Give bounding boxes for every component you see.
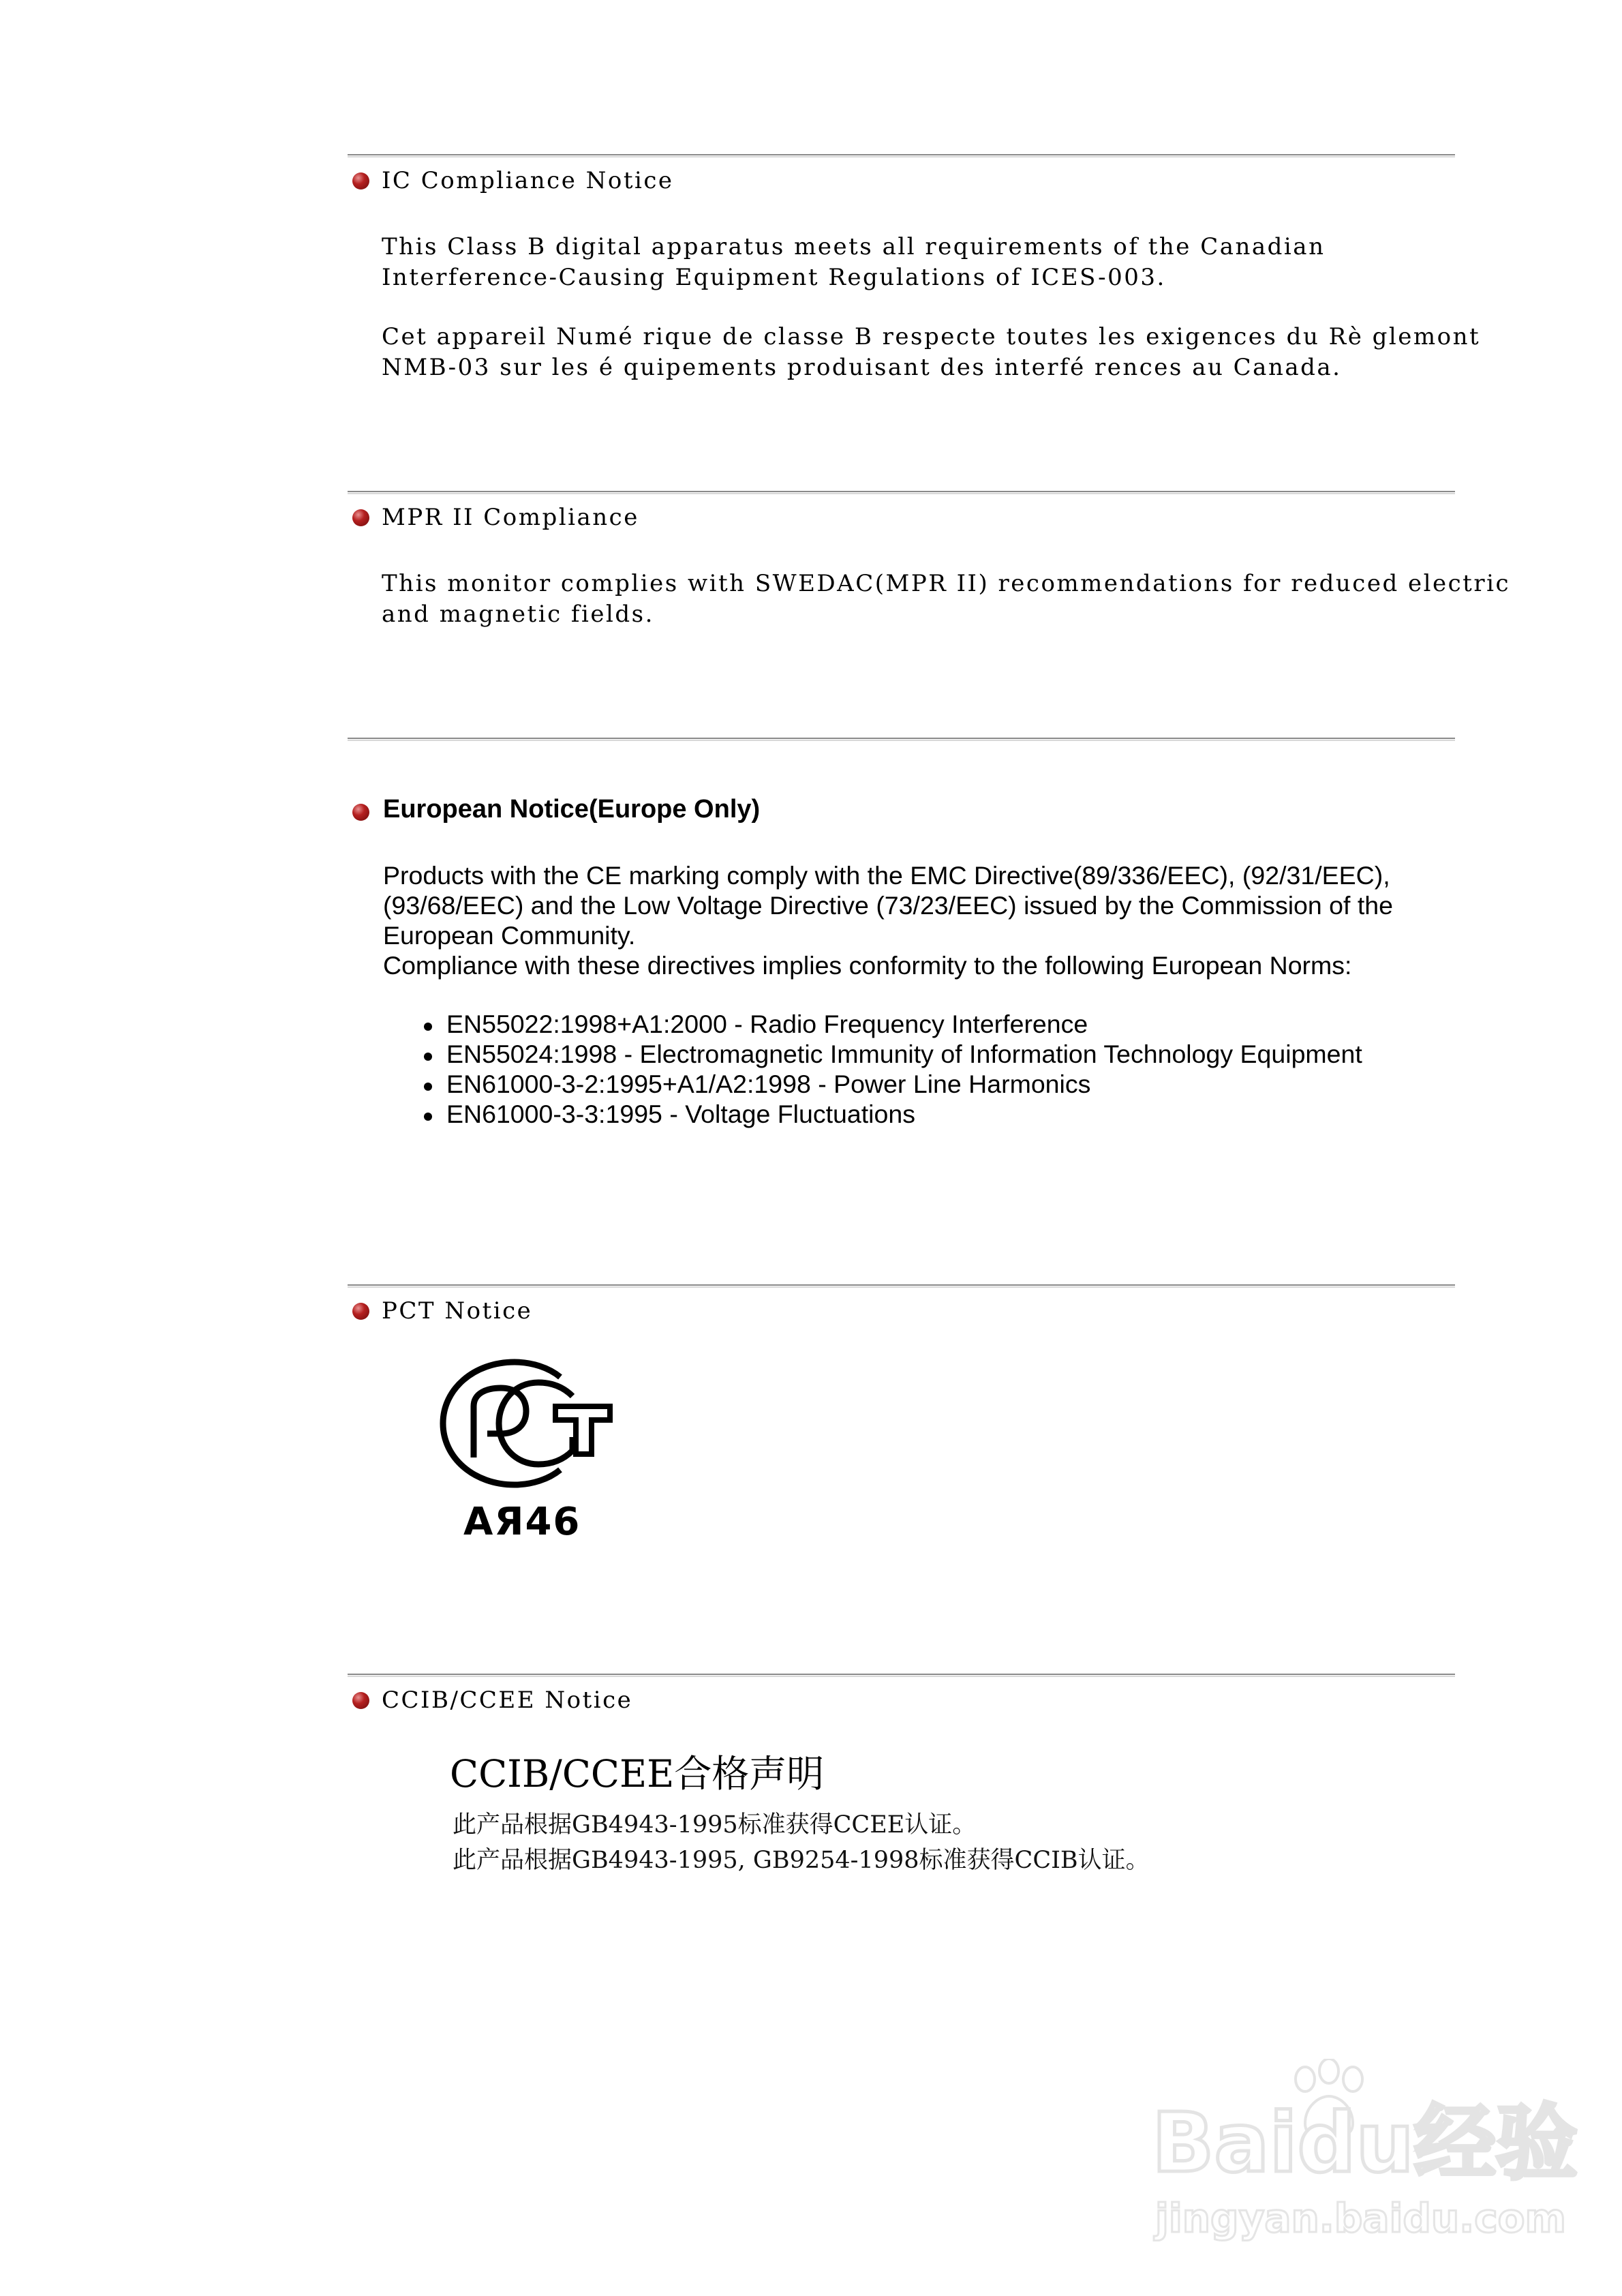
bullet-icon bbox=[352, 509, 369, 526]
ccib-declaration-heading: CCIB/CCEE合格声明 bbox=[450, 1752, 825, 1796]
list-item: EN55024:1998 - Electromagnetic Immunity of Information Technology Equipment bbox=[416, 1039, 1362, 1069]
mpr-line-2: and magnetic fields. bbox=[382, 601, 654, 628]
bullet-icon bbox=[352, 172, 369, 190]
european-notice-body bbox=[383, 860, 1460, 980]
rct-certification-logo-icon bbox=[436, 1355, 620, 1492]
bullet-icon bbox=[352, 804, 369, 821]
ic-line-3: Cet appareil Numé rique de classe B respecte toutes les exigences du Rè glemont bbox=[382, 323, 1481, 350]
mpr-text bbox=[382, 569, 1510, 630]
european-paragraph: Products with the CE marking comply with the EMC Directive(89/336/EEC), (92/31/EEC), (93/68/EEC) and the Low Voltage Directive (73/23/EEC) issued by the Commission of the European Community. bbox=[383, 861, 1394, 950]
european-notice-title: European Notice(Europe Only) bbox=[383, 795, 761, 824]
ccib-notice-title: CCIB/CCEE Notice bbox=[382, 1687, 633, 1714]
pct-notice-title: PCT Notice bbox=[382, 1297, 533, 1325]
rct-code: AЯ46 bbox=[463, 1500, 581, 1544]
section-divider bbox=[348, 738, 1455, 741]
ic-notice-text-fr bbox=[382, 322, 1480, 383]
section-divider bbox=[348, 1284, 1455, 1288]
watermark-brand: Baidu经验 bbox=[1152, 2096, 1578, 2191]
european-norms-list bbox=[416, 1009, 1362, 1129]
ic-line-2: Interference-Causing Equipment Regulations of ICES-003. bbox=[382, 264, 1166, 291]
mpr-line-1: This monitor complies with SWEDAC(MPR II) recommendations for reduced electric bbox=[382, 570, 1511, 597]
list-item: EN55022:1998+A1:2000 - Radio Frequency Interference bbox=[416, 1009, 1362, 1039]
ic-line-1: This Class B digital apparatus meets all requirements of the Canadian bbox=[382, 233, 1326, 260]
section-divider bbox=[348, 1674, 1455, 1677]
ccib-line-1: 此产品根据GB4943-1995标准获得CCEE认证。 bbox=[453, 1811, 977, 1839]
ccib-line-2: 此产品根据GB4943-1995, GB9254-1998标准获得CCIB认证。 bbox=[453, 1847, 1150, 1874]
ic-line-4: NMB-03 sur les é quipements produisant des interfé rences au Canada. bbox=[382, 354, 1342, 381]
ic-notice-text-en bbox=[382, 232, 1325, 293]
mpr-title: MPR II Compliance bbox=[382, 504, 639, 531]
bullet-icon bbox=[352, 1692, 369, 1709]
watermark-url: jingyan.baidu.com bbox=[1155, 2195, 1566, 2241]
section-divider bbox=[348, 154, 1455, 157]
european-paragraph-2: Compliance with these directives implies conformity to the following European Norms: bbox=[383, 951, 1352, 980]
section-divider bbox=[348, 491, 1455, 494]
list-item: EN61000-3-3:1995 - Voltage Fluctuations bbox=[416, 1099, 1362, 1129]
list-item: EN61000-3-2:1995+A1/A2:1998 - Power Line Harmonics bbox=[416, 1069, 1362, 1099]
ic-notice-title: IC Compliance Notice bbox=[382, 167, 674, 194]
bullet-icon bbox=[352, 1303, 369, 1320]
